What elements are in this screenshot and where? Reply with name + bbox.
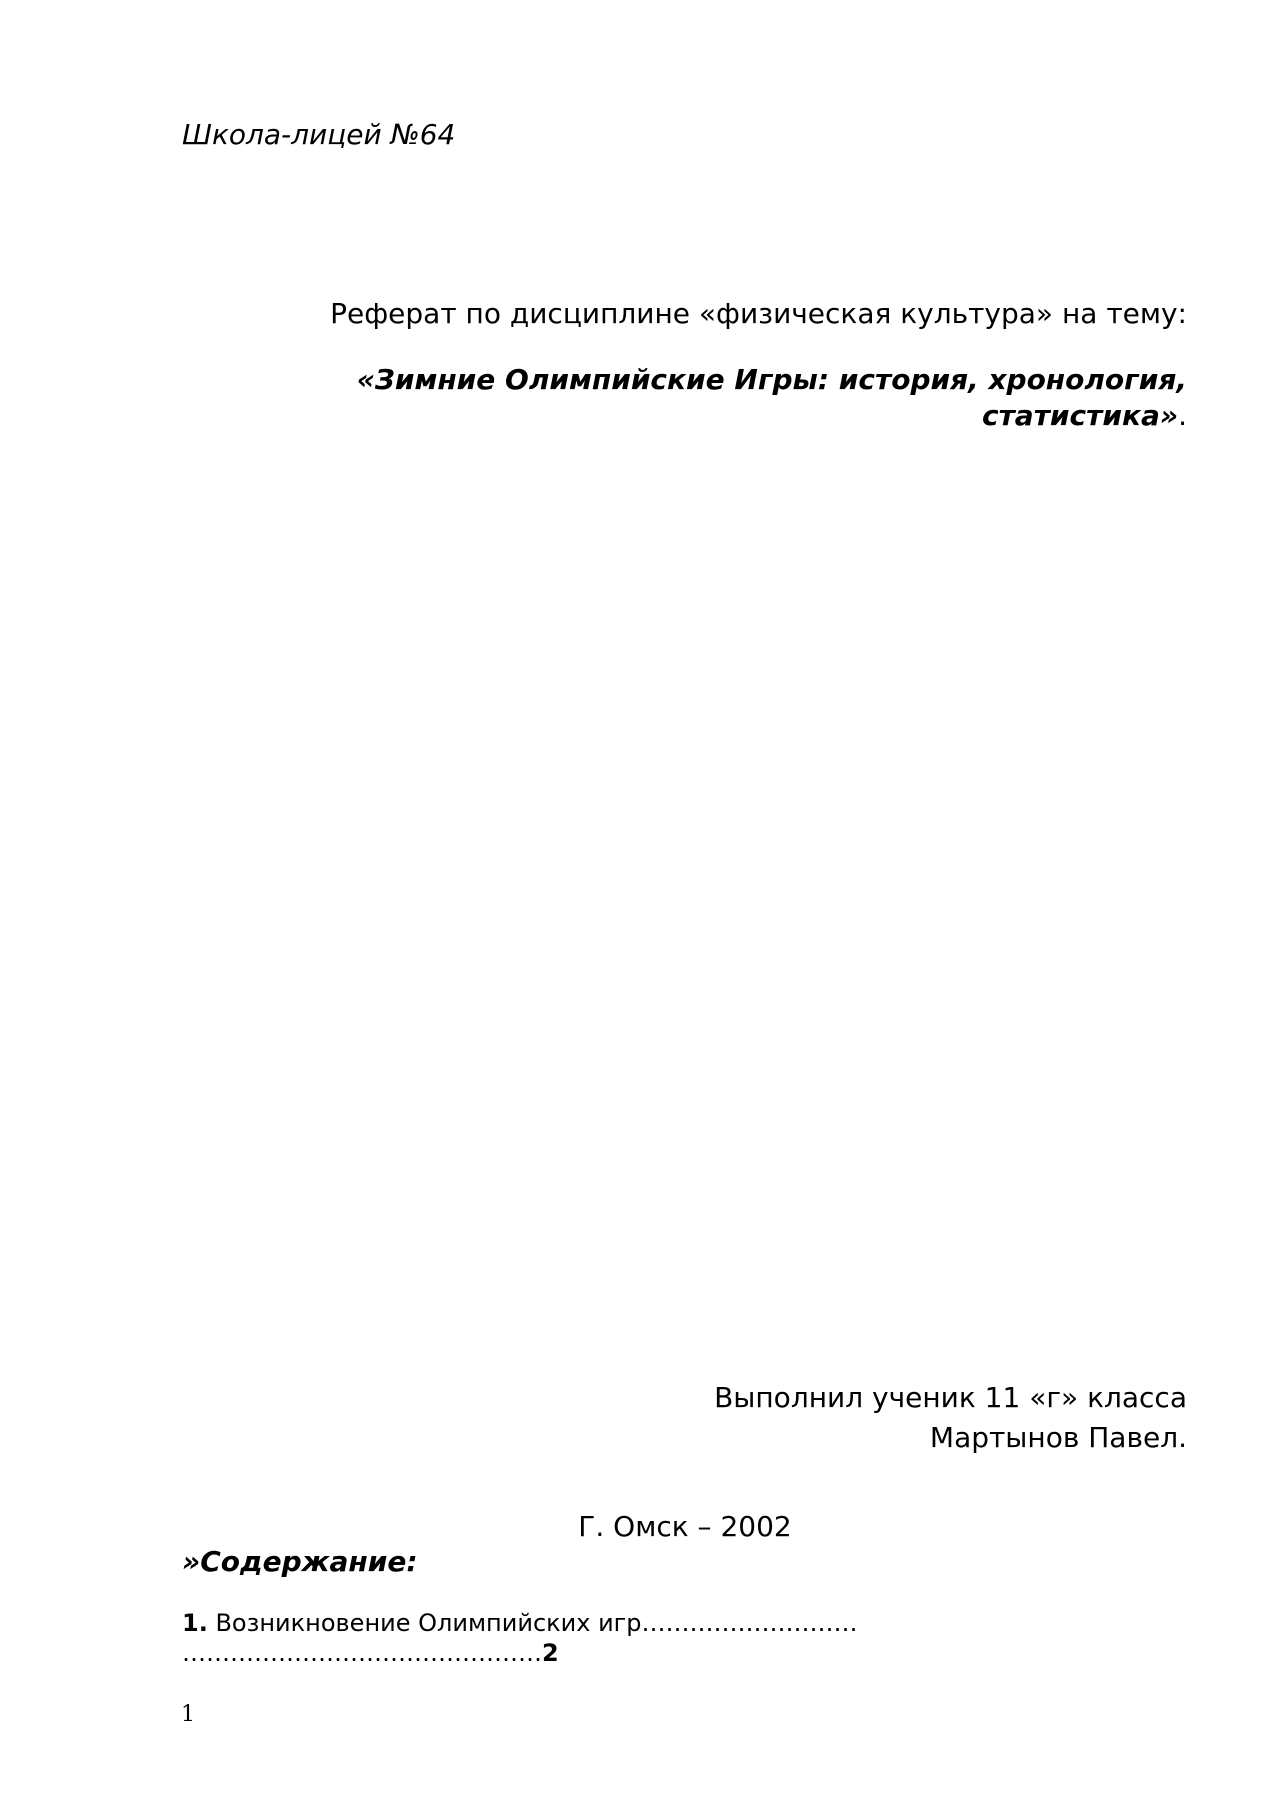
toc-item-line1 <box>182 1608 858 1638</box>
topic-title-block <box>227 362 1187 434</box>
toc-heading: »Содержание: <box>182 1545 418 1578</box>
subject-line: Реферат по дисциплине «физическая культура» на тему: <box>330 297 1187 330</box>
toc-item[interactable] <box>182 1608 858 1668</box>
toc-item-line2 <box>182 1638 858 1668</box>
city-year: Г. Омск – 2002 <box>578 1510 792 1543</box>
topic-period: . <box>1178 399 1187 432</box>
toc-item-page: 2 <box>542 1639 559 1667</box>
toc-item-leader: ……………………………………… <box>182 1639 542 1667</box>
toc-item-number: 1. <box>182 1609 208 1637</box>
topic-title: «Зимние Олимпийские Игры: история, хронология, статистика» <box>356 363 1187 432</box>
page-number: 1 <box>181 1702 195 1727</box>
toc-item-title: Возникновение Олимпийских игр……………………… <box>207 1609 858 1637</box>
school-name: Школа-лицей №64 <box>182 118 456 151</box>
author-name-line: Мартынов Павел. <box>929 1421 1187 1454</box>
author-block <box>714 1378 1187 1458</box>
author-class-line: Выполнил ученик 11 «г» класса <box>714 1381 1187 1414</box>
